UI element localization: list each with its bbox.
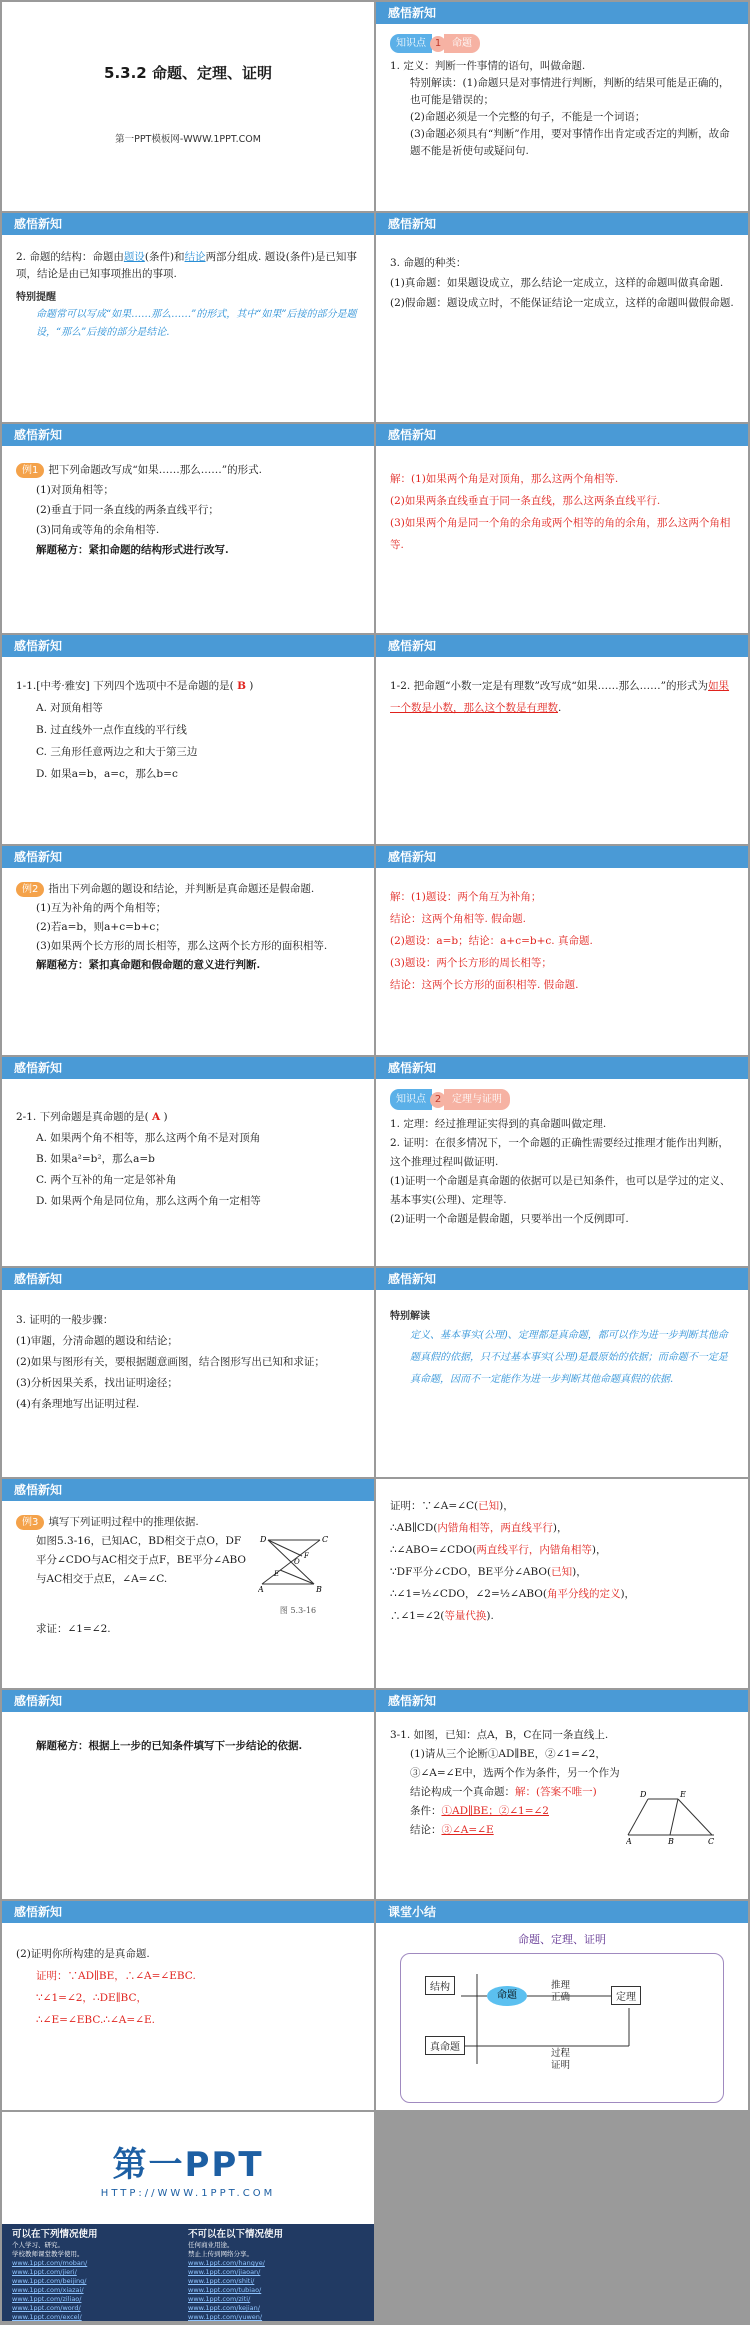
usage-allowed: 可以在下列情况使用 个人学习、研究。 学校教师课堂教学使用。 www.1ppt.com/moban/ www.1ppt.com/jieri/ www.1ppt.com/beijing/ www.1ppt.com/xiazai/ www.1ppt.com/ziliao/ www.1ppt.com/word/ www.1ppt.com/excel/ bbox=[12, 2230, 188, 2315]
text-line: 1. 定义：判断一件事情的语句，叫做命题. bbox=[390, 60, 586, 72]
slide-header: 感悟新知 bbox=[376, 1057, 748, 1079]
slide-header: 感悟新知 bbox=[376, 424, 748, 446]
answer-line: 证明：∵AD∥BE，∴∠A=∠EBC. bbox=[36, 1970, 196, 1982]
svg-text:O: O bbox=[294, 1558, 300, 1566]
note-title: 特别解读 bbox=[390, 1311, 430, 1322]
text-line: 例3 填写下列证明过程中的推理依据. bbox=[16, 1513, 360, 1532]
text-line: (2)命题必须是一个完整的句子，不能是一个词语； bbox=[410, 111, 646, 123]
edge-label-top: 推理 正确 bbox=[551, 1980, 571, 2003]
slide-header: 感悟新知 bbox=[2, 1057, 374, 1079]
figure-caption: 图 5.3-16 bbox=[279, 1606, 317, 1615]
svg-text:B: B bbox=[668, 1837, 674, 1845]
text-line: (2)假命题：题设成立时，不能保证结论一定成立，这样的命题叫做假命题. bbox=[390, 297, 734, 309]
answer-line: 结论：这两个角相等. 假命题. bbox=[390, 913, 527, 925]
option-c: C. 两个互补的角一定是邻补角 bbox=[36, 1174, 177, 1186]
geometry-figure bbox=[626, 1785, 716, 1845]
slide-10 bbox=[376, 846, 748, 1055]
text-line: (1)真命题：如果题设成立，那么结论一定成立，这样的命题叫做真命题. bbox=[390, 277, 724, 289]
question-line: 3-1. 如图，已知：点A，B，C在同一条直线上. bbox=[390, 1729, 609, 1741]
slide-16 bbox=[376, 1479, 748, 1688]
slide-17 bbox=[2, 1690, 374, 1899]
knowledge-point-tag: 知识点 1 命题 bbox=[390, 34, 480, 53]
question-line: (1)请从三个论断①AD∥BE，②∠1=∠2，③∠A=∠E中，选两个作为条件，另一个作为结论构成一个真命题：解：(答案不唯一) bbox=[410, 1748, 620, 1798]
link[interactable]: www.1ppt.com/excel/ bbox=[12, 2313, 82, 2321]
svg-text:A: A bbox=[258, 1585, 264, 1594]
text-line: 2. 证明：在很多情况下，一个命题的正确性需要经过推理才能作出判断，这个推理过程叫做证明. bbox=[390, 1137, 729, 1168]
answer-line: (3)如果两个角是同一个角的余角或两个相等的角的余角，那么这两个角相等. bbox=[390, 517, 731, 551]
concept-map bbox=[400, 1953, 724, 2103]
slide-6 bbox=[376, 424, 748, 633]
slide-18 bbox=[376, 1690, 748, 1899]
text-line: 1. 定理：经过推理证实得到的真命题叫做定理. bbox=[390, 1118, 607, 1130]
answer-line: (2)如果两条直线垂直于同一条直线，那么这两条直线平行. bbox=[390, 495, 661, 507]
answer-line: 解：(1)如果两个角是对顶角，那么这两个角相等. bbox=[390, 473, 619, 485]
text-line: 3. 命题的种类： bbox=[390, 257, 467, 269]
proof-line: ∵DF平分∠CDO，BE平分∠ABO(已知)， bbox=[390, 1566, 587, 1578]
svg-text:E: E bbox=[274, 1570, 280, 1578]
text-line: 求证：∠1=∠2. bbox=[36, 1623, 111, 1635]
text-line: (3)同角或等角的余角相等. bbox=[36, 524, 160, 536]
slide-9 bbox=[2, 846, 374, 1055]
text-line: 例2 指出下列命题的题设和结论，并判断是真命题还是假命题. bbox=[16, 880, 360, 899]
text-line: (2)证明一个命题是假命题，只要举出一个反例即可. bbox=[390, 1213, 629, 1225]
usage-forbidden: 不可以在以下情况使用 任何商业用途。 禁止上传到网络分享。 www.1ppt.com/hangye/ www.1ppt.com/jiaoan/ www.1ppt.com/shiti/ www.1ppt.com/tubiao/ www.1ppt.com/ziti/ www.1ppt.com/kejian/ www.1ppt.com/yuwen/ bbox=[188, 2230, 364, 2315]
slide-12 bbox=[376, 1057, 748, 1266]
answer-line: ∴∠E=∠EBC.∴∠A=∠E. bbox=[36, 2014, 155, 2026]
answer-line: ∵∠1=∠2，∴DE∥BC， bbox=[36, 1992, 147, 2004]
summary-title: 命题、定理、证明 bbox=[518, 1933, 606, 1946]
text-line: (2)若a=b，则a+c=b+c； bbox=[36, 921, 166, 933]
slide-cover bbox=[2, 2, 374, 211]
slide-header: 感悟新知 bbox=[376, 635, 748, 657]
node-true-proposition: 真命题 bbox=[425, 2036, 465, 2055]
text-line: 如图5.3-16，已知AC，BD相交于点O，DF平分∠CDO与AC相交于点F，BE平分∠ABO与AC相交于点E，∠A=∠C. bbox=[36, 1535, 247, 1585]
slide-header: 感悟新知 bbox=[2, 1268, 374, 1290]
text-line: (1)互为补角的两个角相等； bbox=[36, 902, 167, 914]
slide-summary bbox=[376, 1901, 748, 2110]
slide-11 bbox=[2, 1057, 374, 1266]
node-theorem: 定理 bbox=[611, 1986, 641, 2005]
slide-header: 感悟新知 bbox=[376, 1690, 748, 1712]
slide-header: 感悟新知 bbox=[376, 2, 748, 24]
link[interactable]: www.1ppt.com/jiaoan/ bbox=[188, 2268, 261, 2276]
option-a: A. 对顶角相等 bbox=[36, 702, 103, 714]
text-line: 特别解读：(1)命题只是对事情进行判断，判断的结果可能是正确的，也可能是错误的； bbox=[410, 77, 730, 106]
answer-line: 结论：这两个长方形的面积相等. 假命题. bbox=[390, 979, 579, 991]
node-structure: 结构 bbox=[425, 1976, 455, 1995]
slide-19 bbox=[2, 1901, 374, 2110]
text-line: (3)命题必须具有“判断”作用，要对事情作出肯定或否定的判断，故命题不能是祈使句或疑问句. bbox=[410, 128, 730, 157]
svg-text:D: D bbox=[640, 1790, 647, 1799]
answer-line: 解：(1)题设：两个角互为补角； bbox=[390, 891, 542, 903]
conclusion-line: 结论：③∠A=∠E bbox=[410, 1824, 494, 1836]
text-line: (1)对顶角相等； bbox=[36, 484, 114, 496]
option-d: D. 如果a=b，a=c，那么b=c bbox=[36, 768, 178, 780]
slide-3 bbox=[2, 213, 374, 422]
cover-subtitle: 第一PPT模板网-WWW.1PPT.COM bbox=[115, 134, 261, 145]
link[interactable]: www.1ppt.com/yuwen/ bbox=[188, 2313, 263, 2321]
svg-text:C: C bbox=[708, 1837, 715, 1845]
option-c: C. 三角形任意两边之和大于第三边 bbox=[36, 746, 198, 758]
svg-text:D: D bbox=[260, 1535, 267, 1544]
question-line: 1-2. 把命题“小数一定是有理数”改写成“如果……那么……”的形式为如果一个数是小数，那么这个数是有理数. bbox=[390, 680, 730, 714]
solution-tip: 解题秘方：紧扣真命题和假命题的意义进行判断. bbox=[36, 959, 261, 971]
slide-7 bbox=[2, 635, 374, 844]
slide-15 bbox=[2, 1479, 374, 1688]
slide-header: 感悟新知 bbox=[2, 1901, 374, 1923]
geometry-figure bbox=[258, 1532, 338, 1594]
svg-text:C: C bbox=[322, 1535, 329, 1544]
answer-line: (3)题设：两个长方形的周长相等； bbox=[390, 957, 552, 969]
text-line: (2)如果与图形有关，要根据题意画图，结合图形写出已知和求证； bbox=[16, 1356, 325, 1368]
proof-line: 证明：∵∠A=∠C(已知)， bbox=[390, 1500, 514, 1512]
option-a: A. 如果两个角不相等，那么这两个角不是对顶角 bbox=[36, 1132, 261, 1144]
slide-header: 感悟新知 bbox=[2, 635, 374, 657]
slide-header: 感悟新知 bbox=[2, 213, 374, 235]
text-line: (4)有条理地写出证明过程. bbox=[16, 1398, 140, 1410]
proof-line: ∴∠ABO=∠CDO(两直线平行，内错角相等)， bbox=[390, 1544, 607, 1556]
cover-title: 5.3.2 命题、定理、证明 bbox=[104, 64, 272, 82]
link[interactable]: www.1ppt.com/jieri/ bbox=[12, 2268, 77, 2276]
text-line: (3)分析因果关系，找出证明途径； bbox=[16, 1377, 178, 1389]
slide-5 bbox=[2, 424, 374, 633]
text-line: (1)审题，分清命题的题设和结论； bbox=[16, 1335, 178, 1347]
proof-line: ∴AB∥CD(内错角相等，两直线平行)， bbox=[390, 1522, 568, 1534]
slide-14 bbox=[376, 1268, 748, 1477]
slide-13 bbox=[2, 1268, 374, 1477]
proof-line: ∴∠1=½∠CDO，∠2=½∠ABO(角平分线的定义)， bbox=[390, 1588, 636, 1600]
svg-text:E: E bbox=[680, 1790, 686, 1799]
text-line: (3)如果两个长方形的周长相等，那么这两个长方形的面积相等. bbox=[36, 940, 328, 952]
text-line: 3. 证明的一般步骤： bbox=[16, 1314, 114, 1326]
ppt-url: HTTP://WWW.1PPT.COM bbox=[100, 2188, 276, 2199]
svg-text:A: A bbox=[626, 1837, 632, 1845]
link[interactable]: www.1ppt.com/ziti/ bbox=[188, 2295, 251, 2303]
svg-text:F: F bbox=[304, 1552, 309, 1560]
link[interactable]: www.1ppt.com/xiazai/ bbox=[12, 2286, 84, 2294]
svg-text:B: B bbox=[316, 1585, 322, 1594]
question-line: 2-1. 下列命题是真命题的是( A ) bbox=[16, 1111, 168, 1123]
slide-header: 感悟新知 bbox=[376, 1268, 748, 1290]
answer-line: (2)题设：a=b；结论：a+c=b+c. 真命题. bbox=[390, 935, 593, 947]
link[interactable]: www.1ppt.com/word/ bbox=[12, 2304, 81, 2312]
link[interactable]: www.1ppt.com/kejian/ bbox=[188, 2304, 260, 2312]
slide-header: 感悟新知 bbox=[2, 1479, 374, 1501]
proof-line: ∴∠1=∠2(等量代换). bbox=[390, 1610, 494, 1622]
option-b: B. 过直线外一点作直线的平行线 bbox=[36, 724, 187, 736]
slide-8 bbox=[376, 635, 748, 844]
link[interactable]: www.1ppt.com/shiti/ bbox=[188, 2277, 255, 2285]
note-text: 命题常可以写成“如果……那么……”的形式，其中“如果”后接的部分是题设，“那么”后接的部分是结论. bbox=[36, 309, 357, 338]
option-b: B. 如果a²=b²，那么a=b bbox=[36, 1153, 155, 1165]
text-line: 例1 把下列命题改写成“如果……那么……”的形式. bbox=[16, 460, 360, 480]
knowledge-point-tag: 知识点 2 定理与证明 bbox=[390, 1089, 510, 1110]
example-tag: 例2 bbox=[16, 882, 44, 897]
edge-label-bottom: 过程 证明 bbox=[551, 2048, 571, 2071]
condition-line: 条件：①AD∥BE；②∠1=∠2 bbox=[410, 1805, 549, 1817]
question-line: 1-1.[中考·雅安] 下列四个选项中不是命题的是( B ) bbox=[16, 680, 254, 692]
question-line: (2)证明你所构建的是真命题. bbox=[16, 1948, 150, 1960]
link[interactable]: www.1ppt.com/beijing/ bbox=[12, 2277, 87, 2285]
example-tag: 例3 bbox=[16, 1515, 44, 1530]
slide-header: 感悟新知 bbox=[376, 213, 748, 235]
link[interactable]: www.1ppt.com/hangye/ bbox=[188, 2259, 265, 2267]
example-tag: 例1 bbox=[16, 463, 44, 478]
ppt-logo: 第一PPT bbox=[112, 2145, 264, 2185]
note-text: 定义、基本事实(公理)、定理都是真命题，都可以作为进一步判断其他命题真假的依据，只不过基本事实(公理)是最原始的依据；而命题不一定是真命题，因而不一定能作为进一步判断其他命题真假的依据. bbox=[410, 1330, 728, 1385]
text-line: (1)证明一个命题是真命题的依据可以是已知条件，也可以是学过的定义、基本事实(公理)、定理等. bbox=[390, 1175, 731, 1206]
link[interactable]: www.1ppt.com/tubiao/ bbox=[188, 2286, 262, 2294]
slide-header: 感悟新知 bbox=[376, 846, 748, 868]
figure-5-3-16 bbox=[248, 1532, 348, 1620]
slide-header: 感悟新知 bbox=[2, 1690, 374, 1712]
solution-tip: 解题秘方：紧扣命题的结构形式进行改写. bbox=[36, 544, 229, 556]
slide-ad bbox=[2, 2112, 374, 2321]
summary-header: 课堂小结 bbox=[376, 1901, 748, 1923]
note-title: 特别提醒 bbox=[16, 292, 56, 303]
slide-header: 感悟新知 bbox=[2, 846, 374, 868]
node-proposition: 命题 bbox=[487, 1986, 527, 2006]
text-line: 2. 命题的结构：命题由题设(条件)和结论两部分组成. 题设(条件)是已知事项，结论是由已知事项推出的事项. bbox=[16, 251, 357, 280]
slide-2 bbox=[376, 2, 748, 211]
link[interactable]: www.1ppt.com/moban/ bbox=[12, 2259, 88, 2267]
option-d: D. 如果两个角是同位角，那么这两个角一定相等 bbox=[36, 1195, 261, 1207]
slide-header: 感悟新知 bbox=[2, 424, 374, 446]
text-line: (2)垂直于同一条直线的两条直线平行； bbox=[36, 504, 219, 516]
link[interactable]: www.1ppt.com/ziliao/ bbox=[12, 2295, 82, 2303]
solution-tip: 解题秘方：根据上一步的已知条件填写下一步结论的依据. bbox=[36, 1740, 303, 1752]
slide-4 bbox=[376, 213, 748, 422]
